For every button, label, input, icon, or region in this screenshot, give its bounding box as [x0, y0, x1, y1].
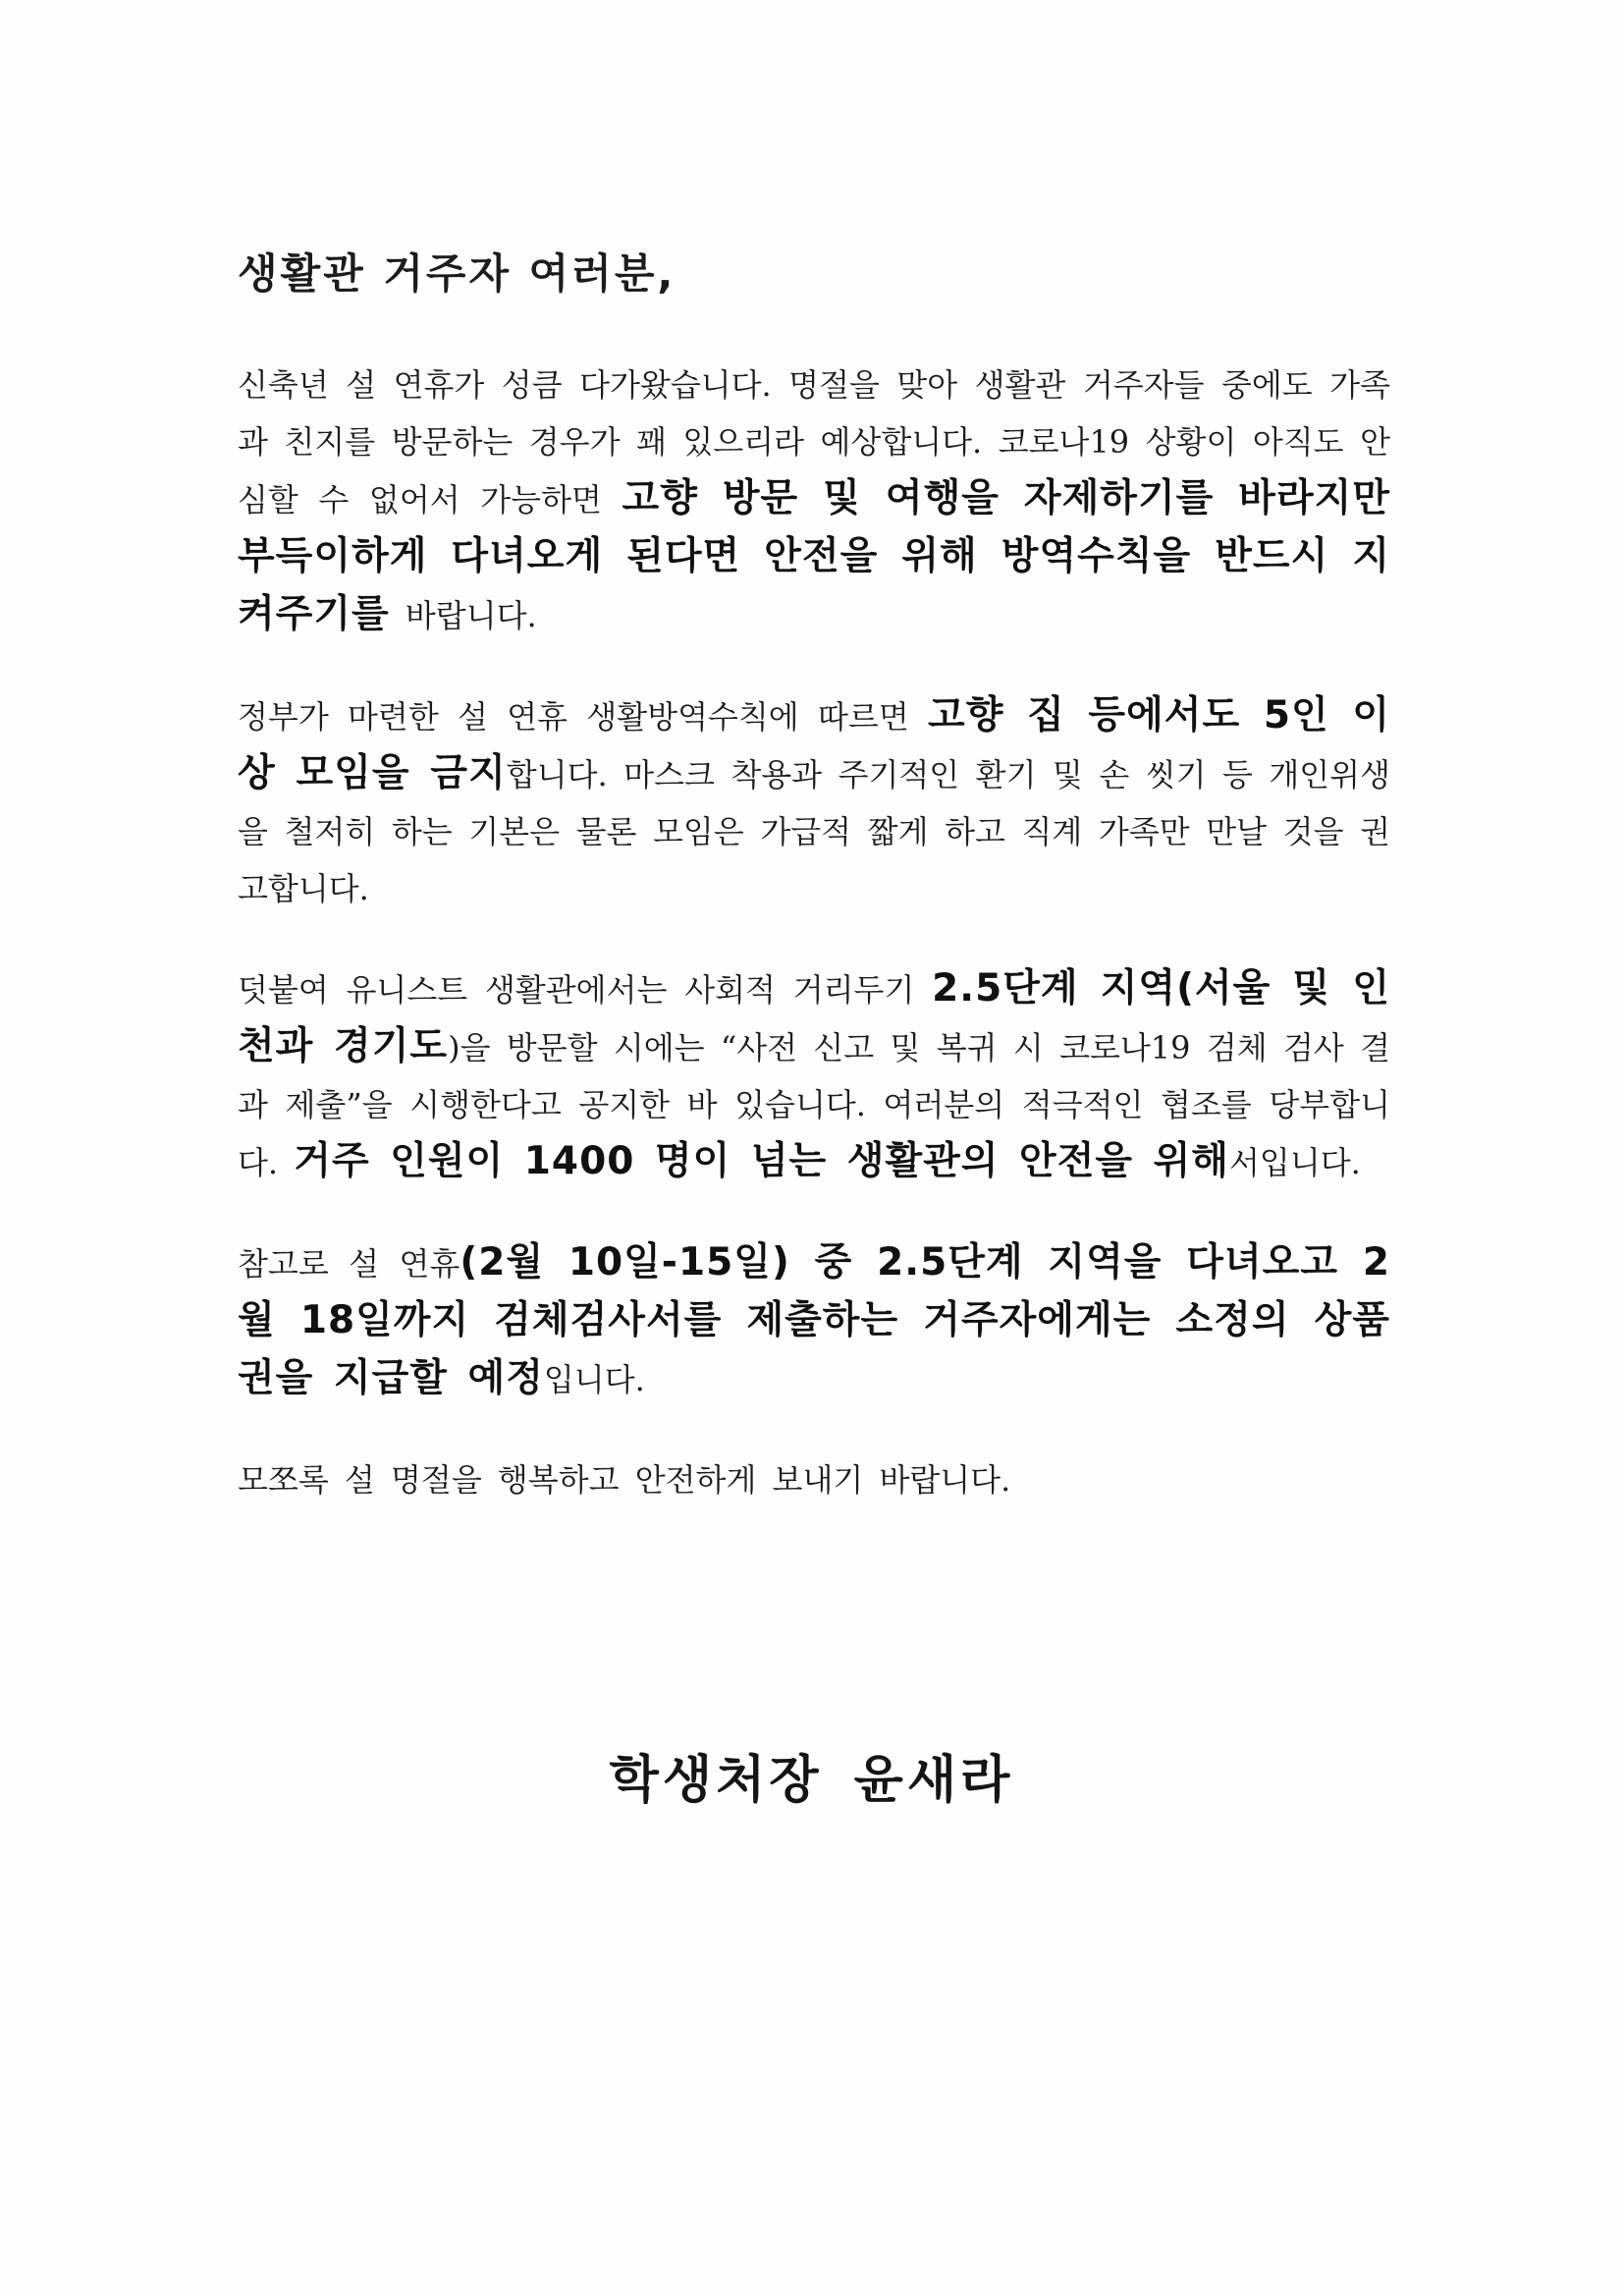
paragraph-text: 서입니다. — [1229, 1143, 1361, 1181]
paragraph-emphasis: 2.5단계 지역(서울 및 인천과 경기도 — [238, 965, 1390, 1068]
greeting: 생활관 거주자 여러분, — [238, 249, 676, 298]
paragraph-text: 덧붙여 유니스트 생활관에서는 사회적 거리두기 — [238, 970, 933, 1009]
letter-body — [238, 247, 1390, 1508]
signature: 학생처장 윤새라 — [609, 1751, 1014, 1810]
paragraph-gift-voucher — [238, 1234, 1390, 1408]
paragraph-text: 신축년 설 연휴가 성큼 다가왔습니다. 명절을 맞아 생활관 거주자들 중에도 가족과 친지를 방문하는 경우가 꽤 있으리라 예상합니다. 코로나19 상황이 아직도 안심할 수 없어서 가능하면 — [238, 365, 1390, 519]
paragraph-quarantine-rules — [238, 687, 1390, 917]
paragraph-emphasis: 거주 인원이 1400 명이 넘는 생활관의 안전을 위해 — [294, 1138, 1229, 1183]
paragraph-text: 정부가 마련한 설 연휴 생활방역수칙에 따르면 — [238, 697, 929, 736]
paragraph-text: 참고로 설 연휴 — [238, 1244, 460, 1283]
paragraph-emphasis: 고향 방문 및 여행을 자제하기를 바라지만 부득이하게 다녀오게 된다면 안전을 위해 방역수칙을 반드시 지켜주기를 — [238, 475, 1390, 636]
paragraph-emphasis: (2월 10일-15일) 중 2.5단계 지역을 다녀오고 2월 18일까지 검체검사서를 제출하는 거주자에게는 소정의 상품권을 지급할 예정 — [238, 1239, 1390, 1400]
paragraph-text: 입니다. — [543, 1360, 645, 1398]
closing-remark: 모쪼록 설 명절을 행복하고 안전하게 보내기 바랍니다. — [238, 1460, 1011, 1499]
paragraph-text: 합니다. 마스크 착용과 주기적인 환기 및 손 씻기 등 개인위생을 철저히 하는 기본은 물론 모임은 가급적 짧게 하고 직계 가족만 만날 것을 권고합니다. — [238, 755, 1390, 907]
paragraph-holiday-notice — [238, 356, 1390, 644]
paragraph-dormitory-policy — [238, 960, 1390, 1191]
paragraph-emphasis: 고향 집 등에서도 5인 이상 모임을 금지 — [238, 692, 1390, 795]
paragraph-text: )을 방문할 시에는 “사전 신고 및 복귀 시 코로나19 검체 검사 결과 제출”을 시행한다고 공지한 바 있습니다. 여러분의 적극적인 협조를 당부합니다. — [238, 1028, 1390, 1181]
paragraph-text: 바랍니다. — [389, 596, 537, 634]
